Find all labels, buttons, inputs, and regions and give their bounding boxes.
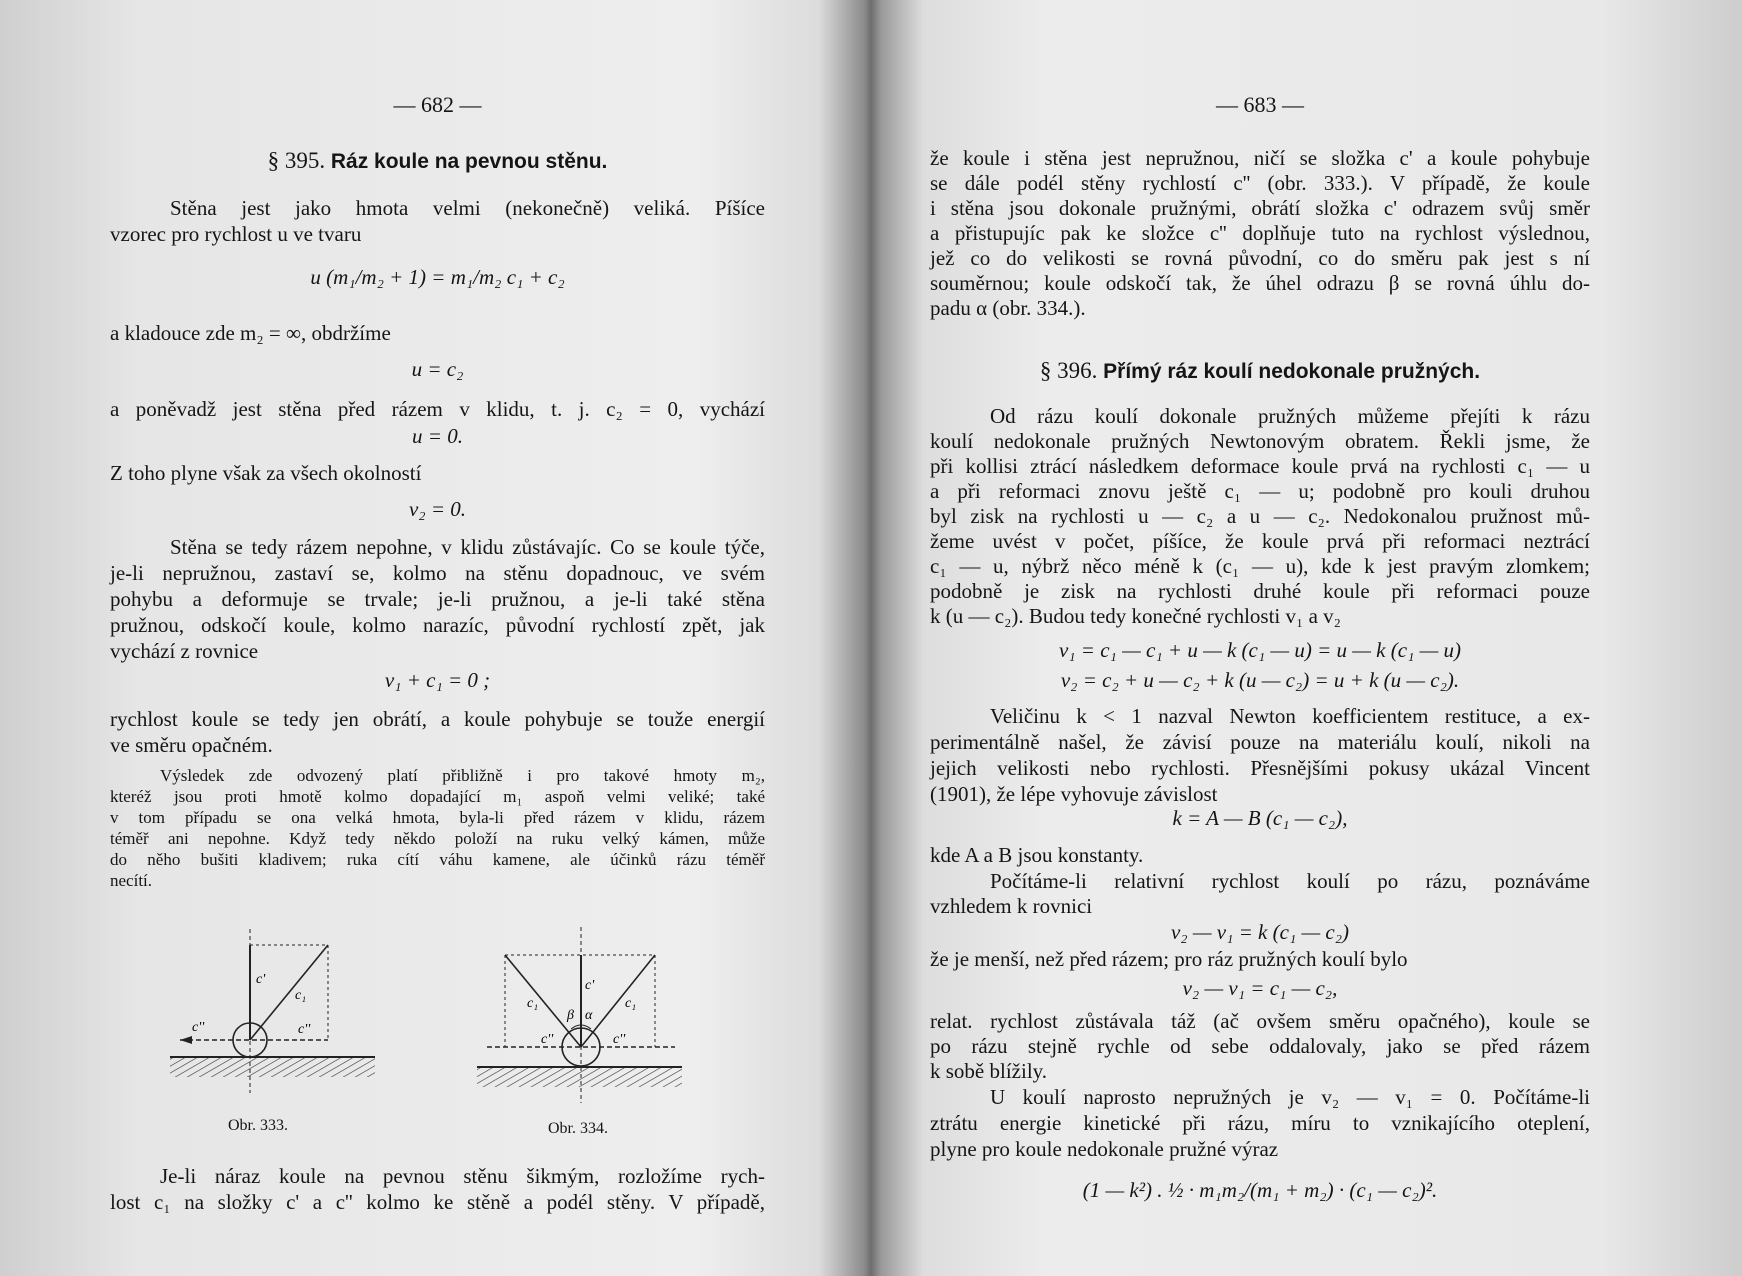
- text-line: podobně je zisk na rychlosti druhé koule při reformaci pouze: [930, 579, 1590, 603]
- left-page: [110, 0, 765, 1276]
- text-line: U koulí naprosto nepružných je v₂ — v₁ = 0. Počítáme-li: [990, 1085, 1590, 1109]
- text-line: rychlost koule se tedy jen obrátí, a koule pohybuje se touže energií: [110, 707, 765, 731]
- text-line: byl zisk na rychlosti u — c₂ a u — c₂. Nedokonalou pružnost mů-: [930, 504, 1590, 528]
- note-line: v tom případu se ona velká hmota, byla-li před rázem v klidu, rázem: [110, 808, 765, 827]
- text-line: (1901), že lépe vyhovuje závislost: [930, 782, 1218, 806]
- fig334-label: c': [585, 978, 595, 993]
- figure-334: [475, 925, 685, 1105]
- equation: u = 0.: [412, 424, 463, 448]
- text-line: že je menší, než před rázem; pro ráz pružných koulí bylo: [930, 947, 1408, 971]
- text-line: Z toho plyne však za všech okolností: [110, 461, 422, 485]
- note-line: Výsledek zde odvozený platí přibližně i pro takové hmoty m₂,: [160, 766, 765, 785]
- fig334-label: c'': [613, 1032, 626, 1047]
- equation: v₂ — v₁ = k (c₁ — c₂): [1170, 920, 1350, 944]
- text-line: k sobě blížily.: [930, 1059, 1048, 1083]
- text-line: jejich velikosti nebo rychlosti. Přesnějšími pokusy ukázal Vincent: [930, 756, 1590, 780]
- note-line: kteréž jsou proti hmotě kolmo dopadající m₁ aspoň velmi veliké; také: [110, 787, 765, 806]
- fig334-label: α: [585, 1008, 593, 1023]
- text-line: je-li nepružnou, zastaví se, kolmo na stěnu dopadnouc, ve svém: [110, 561, 765, 585]
- text-line: vzorec pro rychlost u ve tvaru: [110, 222, 362, 246]
- text-line: vzhledem k rovnici: [930, 894, 1093, 918]
- text-line: a při reformaci znovu ještě c₁ — u; podobně pro kouli druhou: [930, 479, 1590, 503]
- fig334-label: c'': [541, 1032, 554, 1047]
- text-line: jež co do velikosti se rovná původní, co do směru pak jest s ní: [930, 246, 1590, 270]
- equation: v₂ = c₂ + u — c₂ + k (u — c₂) = u + k (u — c₂).: [1060, 668, 1460, 692]
- wall-hatching: [170, 1057, 375, 1077]
- fig334-label: β: [567, 1008, 574, 1023]
- text-line: perimentálně našel, že závisí pouze na materiálu koulí, nikoli na: [930, 730, 1590, 754]
- text-line: plyne pro koule nedokonale pružné výraz: [930, 1137, 1279, 1161]
- section-heading: [930, 358, 1590, 384]
- text-line: c₁ — u, nýbrž něco méně k (c₁ — u), kde k jest pravým zlomkem;: [930, 554, 1590, 578]
- text-line: Veličinu k < 1 nazval Newton koefficientem restituce, a ex-: [990, 704, 1590, 728]
- figure-caption: Obr. 334.: [548, 1120, 608, 1137]
- text-line: k (u — c₂). Budou tedy konečné rychlosti v₁ a v₂: [930, 604, 1341, 628]
- equation: (1 — k²) . ½ · m₁m₂/(m₁ + m₂) · (c₁ — c₂)².: [1082, 1178, 1438, 1202]
- text-line: Je-li náraz koule na pevnou stěnu šikmým, rozložíme rych-: [160, 1164, 765, 1188]
- fig333-label: c'': [298, 1022, 311, 1037]
- note-line: téměř ani nepohne. Když tedy někdo položí na ruku velký kámen, může: [110, 829, 765, 848]
- text-line: ve směru opačném.: [110, 733, 273, 757]
- text-line: Počítáme-li relativní rychlost koulí po rázu, poznáváme: [990, 869, 1590, 893]
- fig333-label: c'': [192, 1020, 205, 1035]
- text-line: souměrnou; koule odskočí tak, že úhel odrazu β se rovná úhlu do-: [930, 271, 1590, 295]
- text-line: padu α (obr. 334.).: [930, 296, 1086, 320]
- wall-hatching: [477, 1067, 682, 1087]
- equation: v₁ = c₁ — c₁ + u — k (c₁ — u) = u — k (c₁ — u): [1058, 638, 1462, 662]
- text-line: Stěna se tedy rázem nepohne, v klidu zůstávajíc. Co se koule týče,: [170, 535, 765, 559]
- text-line: ztrátu energie kinetické při rázu, míru to vznikajícího oteplení,: [930, 1111, 1590, 1135]
- note-line: necítí.: [110, 871, 153, 890]
- text-line: Stěna jest jako hmota velmi (nekonečně) veliká. Píšíce: [170, 196, 765, 220]
- text-line: po rázu stejně rychle od sebe oddalovaly, jako se před rázem: [930, 1034, 1590, 1058]
- text-line: koulí nedokonale pružných Newtonovým obratem. Řekli jsme, že: [930, 429, 1590, 453]
- equation: u = c₂: [411, 357, 464, 381]
- text-line: vychází z rovnice: [110, 639, 259, 663]
- fig334-label: c₁: [625, 996, 637, 1011]
- equation: v₁ + c₁ = 0 ;: [384, 668, 491, 692]
- fig333-label: c₁: [295, 988, 307, 1003]
- fig334-label: c₁: [527, 996, 539, 1011]
- text-line: relat. rychlost zůstávala táž (ač ovšem směru opačného), koule se: [930, 1009, 1590, 1033]
- figure-333: [150, 925, 420, 1095]
- text-line: se dále podél stěny rychlostí c'' (obr. 333.). V případě, že koule: [930, 171, 1590, 195]
- note-line: do něho bušiti kladivem; ruka cítí váhu kamene, ale účinků rázu téměř: [110, 850, 765, 869]
- text-line: a poněvadž jest stěna před rázem v klidu, t. j. c₂ = 0, vychází: [110, 397, 765, 421]
- text-line: pohybu a deformuje se trvale; je-li pružnou, a je-li také stěna: [110, 587, 765, 611]
- equation: u (m₁/m₂ + 1) = m₁/m₂ c₁ + c₂: [310, 265, 565, 289]
- text-line: kde A a B jsou konstanty.: [930, 843, 1144, 867]
- figure-caption: Obr. 333.: [228, 1117, 288, 1134]
- text-line: pružnou, odskočí koule, kolmo narazíc, původní rychlostí zpět, jak: [110, 613, 765, 637]
- section-heading: [110, 148, 765, 174]
- text-line: při kollisi ztrácí následkem deformace koule prvá na rychlosti c₁ — u: [930, 454, 1590, 478]
- page-number: — 683 —: [1216, 92, 1304, 117]
- equation: k = A — B (c₁ — c₂),: [1172, 806, 1348, 830]
- text-line: a přistupujíc pak ke složce c'' doplňuje tuto na rychlost výslednou,: [930, 221, 1590, 245]
- text-line: i stěna jsou dokonale pružnými, obrátí složka c' odrazem svůj směr: [930, 196, 1590, 220]
- section-title: Přímý ráz koulí nedokonale pružných.: [1103, 360, 1481, 383]
- fig333-label: c': [256, 972, 266, 987]
- section-number: § 396.: [1039, 358, 1098, 383]
- text-line: Od rázu koulí dokonale pružných můžeme přejíti k rázu: [990, 404, 1590, 428]
- section-title: Ráz koule na pevnou stěnu.: [330, 150, 608, 173]
- text-line: že koule i stěna jest nepružnou, ničí se složka c' a koule pohybuje: [930, 146, 1590, 170]
- right-page: [930, 0, 1590, 1276]
- page-number: — 682 —: [393, 92, 482, 117]
- text-line: žeme uvést v počet, píšíce, že koule prvá při reformaci neztrácí: [930, 529, 1590, 553]
- section-number: § 395.: [267, 148, 326, 173]
- equation: v₂ = 0.: [408, 497, 467, 521]
- equation: v₂ — v₁ = c₁ — c₂,: [1182, 976, 1338, 1000]
- text-line: lost c₁ na složky c' a c'' kolmo ke stěně a podél stěny. V případě,: [110, 1190, 765, 1214]
- text-line: a kladouce zde m₂ = ∞, obdržíme: [110, 321, 391, 345]
